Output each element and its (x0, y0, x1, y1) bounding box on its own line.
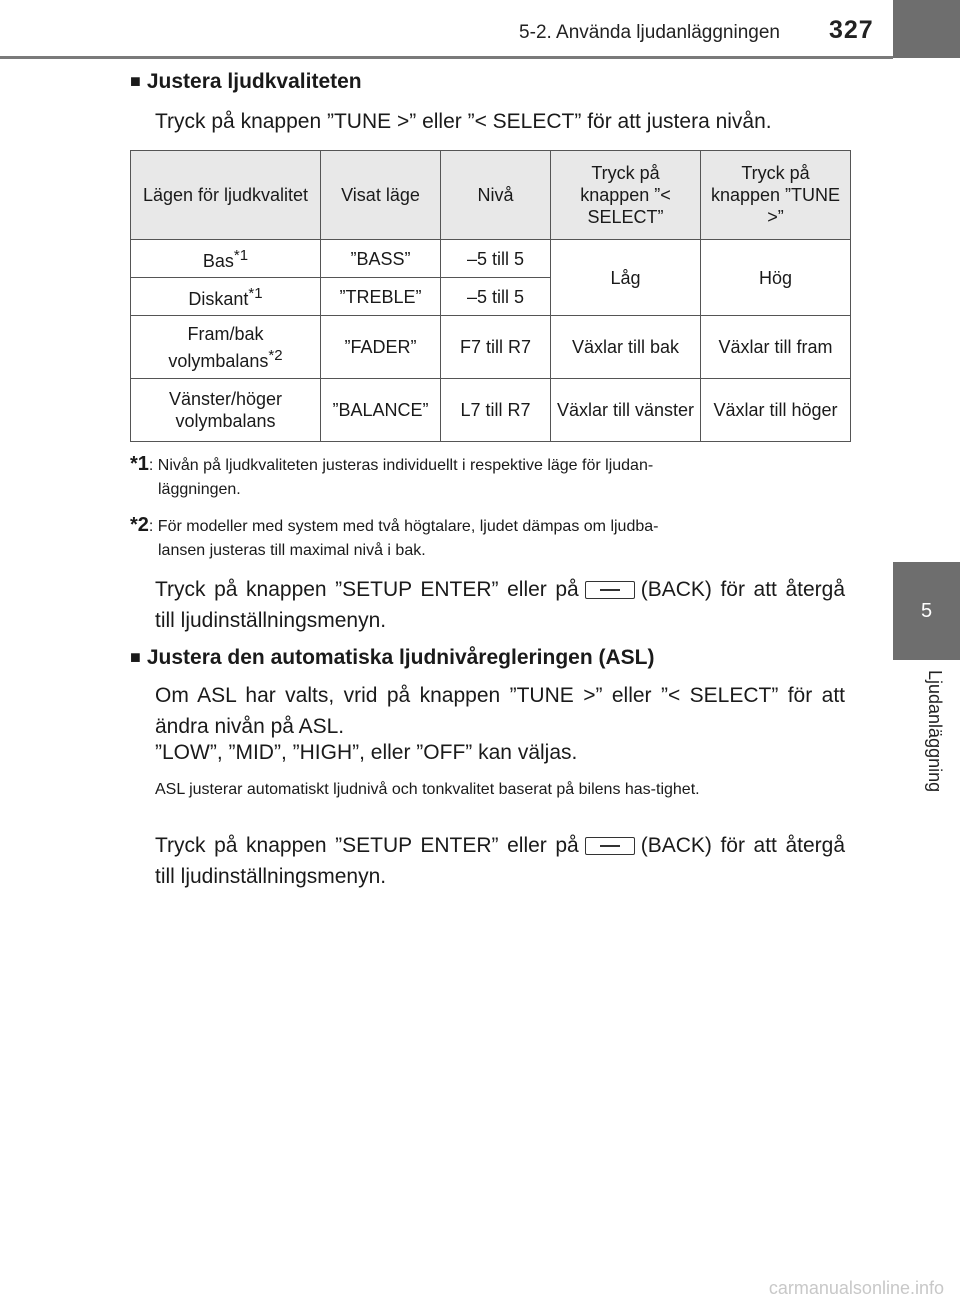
footnote-2: *2: För modeller med system med två högtalare, ljudet dämpas om ljudba- lansen justeras till maximal nivå i bak. (130, 514, 659, 559)
table-cell: F7 till R7 (441, 316, 551, 379)
intro-paragraph: Tryck på knappen ”TUNE >” eller ”< SELECT” för att justera nivån. (155, 110, 772, 133)
bullet-square-icon: ■ (130, 71, 141, 91)
table-header: Tryck på knappen ”TUNE >” (701, 151, 851, 240)
table-header: Visat läge (321, 151, 441, 240)
table-cell: ”FADER” (321, 316, 441, 379)
table-header: Lägen för ljudkvalitet (131, 151, 321, 240)
footnote-mark: *1 (130, 453, 149, 475)
return-paragraph-1: Tryck på knappen ”SETUP ENTER” eller på (BACK) för att återgå till ljudinställningsmenyn. (155, 578, 845, 632)
heading-text: Justera den automatiska ljudnivåregleringen (ASL) (146, 646, 655, 669)
chapter-number: 5 (920, 599, 933, 622)
asl-note: ASL justerar automatiskt ljudnivå och tonkvalitet baserat på bilens has-tighet. (155, 781, 700, 798)
bullet-square-icon: ■ (130, 647, 141, 667)
footnote-mark: *2 (268, 346, 283, 364)
watermark: carmanualsonline.info (768, 1278, 944, 1298)
table-cell: Växlar till vänster (551, 379, 701, 442)
footnote-mark: *2 (130, 514, 149, 536)
asl-options-paragraph: ”LOW”, ”MID”, ”HIGH”, eller ”OFF” kan väljas. (155, 741, 578, 764)
chapter-tab (893, 562, 960, 660)
footnote-mark: *1 (233, 247, 249, 264)
table-cell: ”BALANCE” (321, 379, 441, 442)
table-cell: Fram/bak volymbalans$^{*2}$ (131, 316, 321, 379)
chapter-label: Ljudanläggning (925, 670, 945, 793)
table-cell: L7 till R7 (441, 379, 551, 442)
table-cell: Diskant$^{*1}$ (131, 278, 321, 316)
heading-text: Justera ljudkvaliteten (146, 70, 362, 93)
table-header: Tryck på knappen ”< SELECT” (551, 151, 701, 240)
table-cell: Växlar till fram (701, 316, 851, 379)
sound-quality-table (130, 150, 851, 442)
asl-paragraph: Om ASL har valts, vrid på knappen ”TUNE >” eller ”< SELECT” för att ändra nivån på ASL. (155, 684, 845, 738)
back-button-icon (585, 581, 635, 599)
table-row (131, 316, 851, 379)
table-cell: Växlar till bak (551, 316, 701, 379)
section-heading-sound-quality (130, 70, 362, 94)
section-title: 5-2. Använda ljudanläggningen (519, 22, 780, 43)
table-cell: –5 till 5 (441, 278, 551, 316)
page-number: 327 (829, 16, 874, 44)
table-cell: –5 till 5 (441, 240, 551, 278)
table-cell: Vänster/höger volymbalans (131, 379, 321, 442)
table-header: Nivå (441, 151, 551, 240)
table-cell: Hög (701, 240, 851, 316)
footnote-mark: *1 (248, 285, 263, 302)
table-row (131, 379, 851, 442)
back-button-icon (585, 837, 635, 855)
return-paragraph-2: Tryck på knappen ”SETUP ENTER” eller på (BACK) för att återgå till ljudinställningsmenyn. (155, 834, 845, 888)
table-cell: Bas$^{*1}$ (131, 240, 321, 278)
table-cell: ”TREBLE” (321, 278, 441, 316)
table-cell: ”BASS” (321, 240, 441, 278)
section-heading-asl (130, 646, 655, 670)
table-row (131, 240, 851, 278)
side-tab-top (893, 0, 960, 58)
table-cell: Växlar till höger (701, 379, 851, 442)
table-cell: Låg (551, 240, 701, 316)
footnote-1: *1: Nivån på ljudkvaliteten justeras individuellt i respektive läge för ljudan- läggningen. (130, 453, 654, 498)
header-divider (0, 56, 893, 59)
